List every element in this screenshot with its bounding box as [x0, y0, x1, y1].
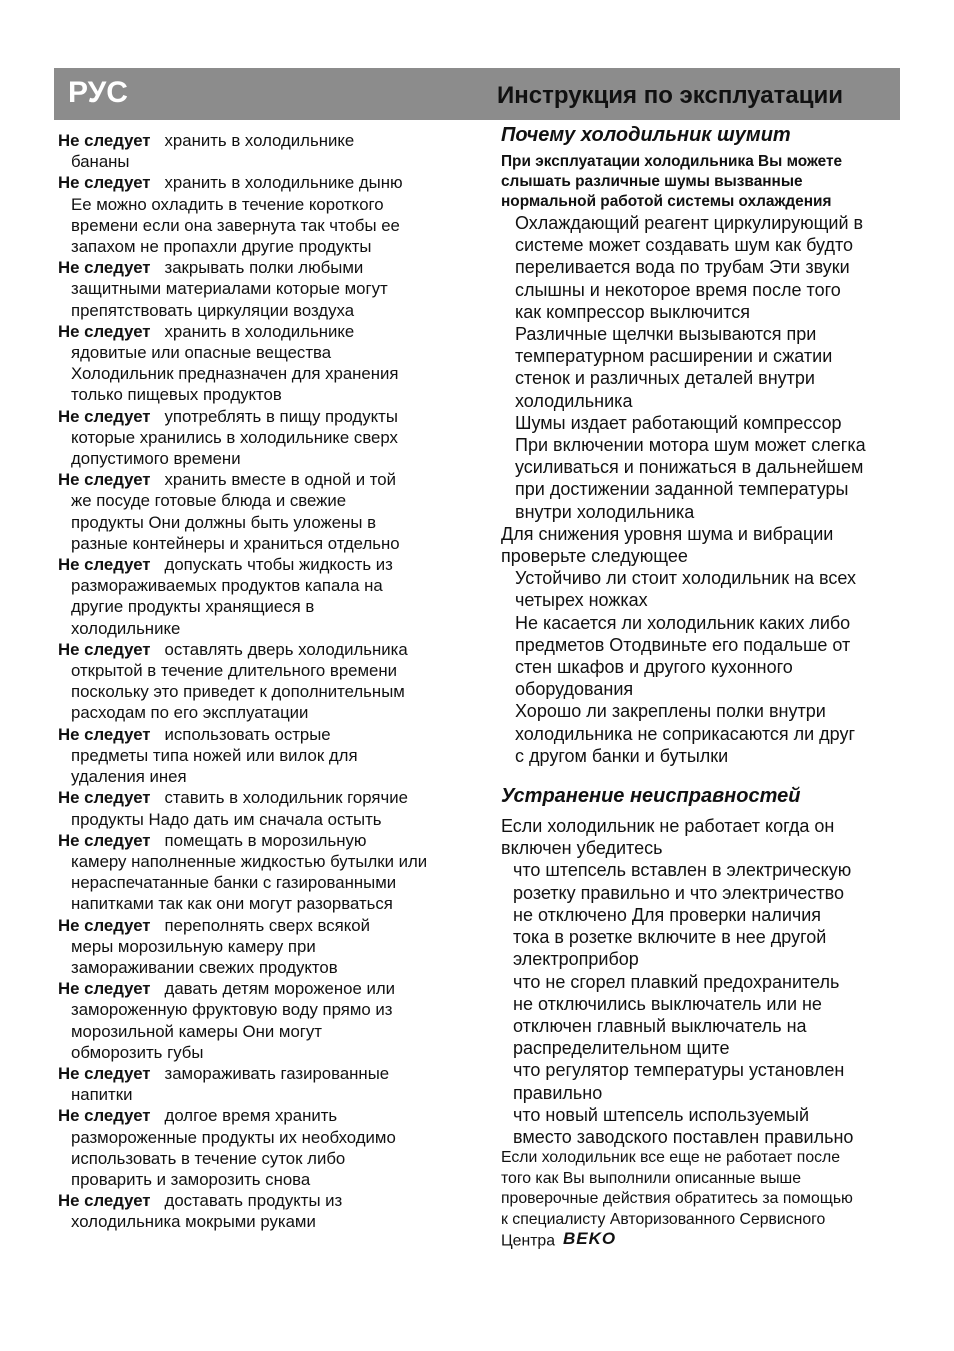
prohibition-first-line [58, 639, 458, 660]
prohibition-continuation: замораживании свежих продуктов [71, 957, 338, 977]
noise-intro [501, 152, 901, 212]
prohibition-continuation: поскольку это приведет к дополнительным [71, 682, 405, 702]
prohibition-text: доставать продукты из [164, 1191, 343, 1211]
prohibition-continuation: замороженную фруктовую воду прямо из [71, 1000, 393, 1020]
prohibition-item [58, 978, 458, 1063]
prohibition-continuation: допустимого времени [71, 449, 241, 469]
prohibition-first-line [58, 1063, 458, 1084]
noise-check-line: с другом банки и бутылки [515, 745, 729, 766]
trouble-check-line: вместо заводского поставлен правильно [513, 1126, 854, 1147]
prohibition-item [58, 554, 458, 639]
prohibition-continuation: бананы [71, 152, 130, 172]
noise-intro-line: При эксплуатации холодильника Вы можете [501, 153, 843, 170]
prohibition-text: употреблять в пищу продукты [164, 406, 398, 426]
prohibition-first-line [58, 554, 458, 575]
trouble-check-line: что не сгорел плавкий предохранитель [513, 971, 840, 992]
prohibition-text: помещать в морозильную [164, 830, 367, 850]
prohibition-text: хранить в холодильнике [164, 321, 355, 341]
troubleshooting-heading: Устранение неисправностей [501, 785, 801, 808]
prohibition-continuation: меры морозильную камеру при [71, 936, 316, 956]
prohibition-text: хранить в холодильнике [164, 131, 355, 150]
prohibition-text: ставить в холодильник горячие [164, 788, 408, 808]
prohibition-item [58, 724, 458, 788]
trouble-check [501, 1104, 901, 1148]
prohibition-lead: Не следует [58, 639, 151, 659]
prohibition-continuation: продукты Надо дать им сначала остыть [71, 809, 382, 829]
prohibition-continuation: напитками так как они могут разорваться [71, 894, 393, 914]
service-note-line: того как Вы выполнили описанные выше [501, 1169, 802, 1187]
noise-cause-line: стенок и различных деталей внутри [515, 368, 815, 389]
troubleshooting-checks-list [501, 859, 901, 1148]
noise-intro-line: слышать различные шумы вызванные [501, 173, 803, 190]
noise-reduce [501, 523, 901, 567]
prohibition-continuation: открытой в течение длительного времени [71, 661, 398, 681]
prohibition-continuation: обморозить губы [71, 1042, 204, 1062]
noise-check-line: Хорошо ли закреплены полки внутри [515, 701, 826, 722]
noise-cause [501, 323, 901, 412]
trouble-check-line: тока в розетке включите в нее другой [513, 927, 827, 948]
beko-logo [563, 1230, 643, 1253]
prohibition-continuation: которые хранились в холодильнике сверх [71, 427, 398, 447]
prohibition-continuation: удаления инея [71, 767, 187, 787]
prohibition-continuation: морозильной камеры Они могут [71, 1021, 322, 1041]
prohibition-continuation: Холодильник предназначен для хранения [71, 364, 399, 384]
trouble-check-line: правильно [513, 1082, 603, 1103]
prohibition-first-line [58, 469, 458, 490]
prohibition-continuation: продукты Они должны быть уложены в [71, 512, 377, 532]
prohibition-continuation: размораживаемых продуктов капала на [71, 576, 383, 596]
trouble-check-line: что штепсель вставлен в электрическую [513, 860, 852, 881]
noise-check-line: стен шкафов и другого кухонного [515, 657, 793, 678]
prohibition-continuation: использовать в течение суток либо [71, 1148, 346, 1168]
noise-cause-line: внутри холодильника [515, 501, 695, 522]
prohibition-item [58, 1105, 458, 1190]
prohibition-item [58, 830, 458, 915]
noise-cause-line: системе может создавать шум как будто [515, 235, 854, 256]
prohibition-first-line [58, 406, 458, 427]
troubleshooting-intro [501, 815, 901, 859]
prohibition-first-line [58, 724, 458, 745]
prohibition-text: закрывать полки любыми [164, 258, 364, 278]
trouble-check-line: электроприбор [513, 949, 639, 970]
prohibition-lead: Не следует [58, 830, 151, 850]
prohibition-continuation: проварить и заморозить снова [71, 1169, 311, 1189]
noise-cause-line: усиливаться и понижаться в дальнейшем [515, 457, 864, 478]
prohibition-lead: Не следует [58, 555, 151, 575]
noise-reduce-line: проверьте следующее [501, 546, 688, 567]
prohibition-first-line [58, 321, 458, 342]
prohibition-continuation: напитки [71, 1085, 133, 1105]
trouble-check [501, 859, 901, 970]
prohibition-first-line [58, 978, 458, 999]
prohibition-lead: Не следует [58, 1191, 151, 1211]
prohibition-continuation: запахом не пропахли другие продукты [71, 237, 372, 257]
trouble-check [501, 971, 901, 1060]
prohibition-item [58, 321, 458, 406]
noise-cause [501, 212, 901, 323]
prohibition-text: допускать чтобы жидкость из [164, 555, 393, 575]
noise-cause-line: холодильника [515, 390, 633, 411]
noise-check [501, 612, 901, 701]
prohibition-item [58, 257, 458, 321]
prohibition-item [58, 1063, 458, 1105]
service-note [501, 1148, 901, 1230]
prohibition-first-line [58, 1190, 458, 1211]
prohibition-item [58, 406, 458, 470]
prohibition-lead: Не следует [58, 724, 151, 744]
prohibition-item [58, 469, 458, 554]
prohibition-lead: Не следует [58, 406, 151, 426]
prohibition-continuation: времени если она завернута так чтобы ее [71, 215, 400, 235]
trouble-check-line: отключен главный выключатель на [513, 1015, 807, 1036]
prohibition-text: давать детям мороженое или [164, 979, 396, 999]
noise-heading: Почему холодильник шумит [501, 124, 791, 146]
prohibition-lead: Не следует [58, 131, 151, 150]
trouble-check-line: что новый штепсель используемый [513, 1104, 809, 1125]
noise-check-line: Устойчиво ли стоит холодильник на всех [515, 568, 857, 589]
prohibition-continuation: препятствовать циркуляции воздуха [71, 300, 355, 320]
page-title: Инструкция по эксплуатации [497, 82, 844, 109]
prohibition-continuation: холодильнике [71, 618, 181, 638]
prohibitions-list [58, 130, 458, 1233]
noise-cause-line: При включении мотора шум может слегка [515, 435, 866, 456]
prohibition-lead: Не следует [58, 1063, 151, 1083]
prohibition-lead: Не следует [58, 470, 151, 490]
noise-causes-list [501, 212, 901, 523]
prohibition-continuation: Ее можно охладить в течение короткого [71, 194, 384, 214]
prohibition-first-line [58, 787, 458, 808]
noise-cause-line: Охлаждающий реагент циркулирующий в [515, 213, 864, 233]
trouble-intro [501, 815, 901, 859]
prohibition-item [58, 915, 458, 979]
prohibition-lead: Не следует [58, 915, 151, 935]
prohibition-first-line [58, 172, 458, 193]
noise-cause [501, 412, 901, 523]
prohibition-first-line [58, 915, 458, 936]
trouble-check-line: распределительном щите [513, 1038, 730, 1059]
service-note-last-line [501, 1230, 901, 1253]
prohibition-lead: Не следует [58, 258, 151, 278]
noise-cause-line: Различные щелчки вызываются при [515, 324, 817, 345]
prohibition-continuation: разные контейнеры и храниться отдельно [71, 533, 400, 553]
service-note-tail: Центра [501, 1232, 556, 1250]
trouble-check-line: розетку правильно и что электричество [513, 882, 845, 903]
noise-intro-line: нормальной работой системы охлаждения [501, 193, 832, 210]
noise-check-line: оборудования [515, 679, 634, 700]
right-column [501, 122, 901, 1253]
prohibition-continuation: другие продукты хранящиеся в [71, 597, 315, 617]
trouble-check [501, 1059, 901, 1103]
trouble-intro-line: включен убедитесь [501, 838, 663, 859]
trouble-intro-line: Если холодильник не работает когда он [501, 816, 835, 837]
prohibition-lead: Не следует [58, 788, 151, 808]
prohibition-lead: Не следует [58, 1106, 151, 1126]
prohibition-lead: Не следует [58, 173, 151, 193]
noise-check-line: предметов Отодвиньте его подальше от [515, 634, 851, 655]
prohibition-continuation: размороженные продукты их необходимо [71, 1127, 396, 1147]
prohibition-item [58, 172, 458, 257]
prohibition-continuation: только пищевых продуктов [71, 385, 282, 405]
prohibition-continuation: нераспечатанные банки с газированными [71, 873, 397, 893]
prohibition-continuation: холодильника мокрыми руками [71, 1212, 316, 1232]
prohibition-item [58, 1190, 458, 1232]
prohibition-text: хранить в холодильнике дыню [164, 173, 403, 193]
noise-check [501, 567, 901, 611]
noise-cause-line: как компрессор выключится [515, 301, 751, 322]
prohibition-first-line [58, 257, 458, 278]
prohibition-text: замораживать газированные [164, 1063, 390, 1083]
prohibition-item [58, 130, 458, 172]
noise-cause-line: температурном расширении и сжатии [515, 346, 833, 367]
prohibition-text: хранить вместе в одной и той [164, 470, 397, 490]
prohibition-continuation: предметы типа ножей или вилок для [71, 745, 358, 765]
service-note-line: Если холодильник все еще не работает после [501, 1149, 841, 1167]
prohibition-first-line [58, 1105, 458, 1126]
prohibition-item [58, 787, 458, 829]
noise-cause-line: при достижении заданной температуры [515, 479, 849, 500]
language-label: РУС [68, 76, 128, 109]
noise-cause-line: слышны и некоторое время после того [515, 279, 841, 300]
noise-cause-line: переливается вода по трубам Эти звуки [515, 257, 850, 278]
prohibition-lead: Не следует [58, 321, 151, 341]
noise-reduce-text [501, 523, 901, 567]
noise-reduce-line: Для снижения уровня шума и вибрации [501, 523, 834, 544]
prohibition-continuation: камеру наполненные жидкостью бутылки или [71, 851, 428, 871]
trouble-check-line: не отключились выключатель или не [513, 993, 822, 1014]
noise-cause-line: Шумы издает работающий компрессор [515, 412, 842, 433]
prohibition-text: переполнять сверх всякой [164, 915, 370, 935]
beko-logo-text: BEKO [563, 1230, 617, 1247]
prohibition-text: оставлять дверь холодильника [164, 639, 408, 659]
prohibition-continuation: расходам по его эксплуатации [71, 703, 309, 723]
noise-checks-list [501, 567, 901, 767]
prohibition-text: использовать острые [164, 724, 331, 744]
service-note-line: к специалисту Авторизованного Сервисного [501, 1210, 826, 1228]
trouble-check-line: что регулятор температуры установлен [513, 1060, 845, 1081]
prohibition-continuation: ядовитые или опасные вещества [71, 343, 332, 363]
prohibition-first-line [58, 130, 458, 151]
noise-check-line: четырех ножках [515, 590, 648, 611]
prohibition-first-line [58, 830, 458, 851]
noise-check [501, 700, 901, 767]
prohibition-continuation: защитными материалами которые могут [71, 279, 388, 299]
prohibition-text: долгое время хранить [164, 1106, 338, 1126]
prohibition-continuation: же посуде готовые блюда и свежие [71, 491, 347, 511]
trouble-check-line: не отключено Для проверки наличия [513, 904, 822, 925]
service-note-line: проверочные действия обратитесь за помощью [501, 1190, 853, 1208]
prohibition-item [58, 639, 458, 724]
noise-check-line: холодильника не соприкасаются ли друг [515, 723, 856, 744]
prohibition-lead: Не следует [58, 979, 151, 999]
noise-check-line: Не касается ли холодильник каких либо [515, 612, 851, 633]
